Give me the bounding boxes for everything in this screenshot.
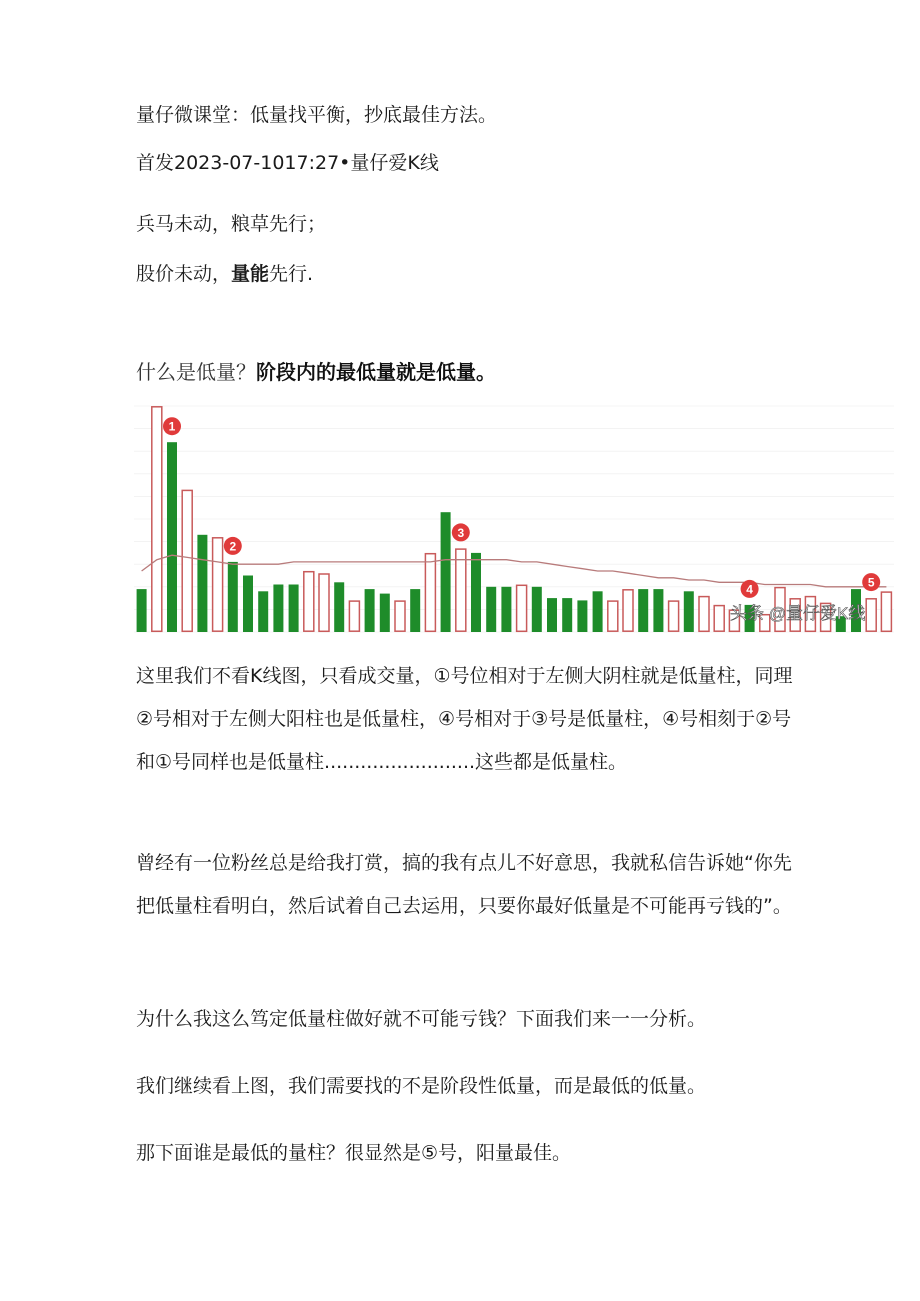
paragraph-5: 那下面谁是最低的量柱？很显然是⑤号，阳量最佳。 bbox=[136, 1142, 572, 1164]
volume-bar bbox=[410, 589, 420, 632]
marker-label: 1 bbox=[168, 419, 176, 434]
volume-bar bbox=[866, 599, 876, 631]
volume-bar bbox=[441, 512, 451, 632]
paragraph-3: 为什么我这么笃定低量柱做好就不可能亏钱？下面我们来一一分析。 bbox=[136, 1008, 707, 1030]
intro-line-2-bold: 量能 bbox=[231, 263, 270, 285]
volume-bar bbox=[532, 587, 542, 632]
moving-average-line bbox=[142, 555, 887, 587]
volume-bar bbox=[608, 601, 618, 631]
volume-bar bbox=[137, 589, 147, 632]
chart-markers bbox=[163, 417, 880, 598]
chart-caption bbox=[136, 358, 496, 386]
publish-meta: 首发2023-07-1017:27•量仔爱K线 bbox=[136, 152, 439, 174]
volume-bar bbox=[243, 576, 253, 633]
volume-bar bbox=[623, 590, 633, 631]
volume-bar bbox=[699, 597, 709, 632]
marker-label: 3 bbox=[457, 525, 465, 540]
volume-bar bbox=[349, 601, 359, 631]
volume-chart bbox=[134, 396, 894, 636]
volume-bar bbox=[319, 574, 329, 631]
paragraph-4: 我们继续看上图，我们需要找的不是阶段性低量，而是最低的低量。 bbox=[136, 1075, 707, 1097]
volume-bar bbox=[228, 562, 238, 632]
volume-bar bbox=[152, 407, 162, 632]
volume-bar bbox=[562, 598, 572, 632]
volume-bar bbox=[517, 585, 527, 631]
volume-bar bbox=[577, 600, 587, 632]
volume-bar bbox=[273, 585, 283, 633]
volume-bar bbox=[167, 442, 177, 632]
volume-bar bbox=[486, 587, 496, 632]
volume-bar bbox=[197, 535, 207, 632]
intro-line-2-post: 先行. bbox=[269, 263, 314, 285]
volume-bar bbox=[182, 490, 192, 631]
volume-bar bbox=[593, 591, 603, 632]
volume-bar bbox=[638, 589, 648, 632]
volume-bar bbox=[380, 594, 390, 632]
marker-label: 5 bbox=[867, 575, 875, 590]
marker-4 bbox=[741, 580, 759, 598]
volume-bar bbox=[425, 554, 435, 632]
volume-bar bbox=[547, 598, 557, 632]
intro-line-2 bbox=[136, 261, 313, 287]
volume-bar bbox=[684, 591, 694, 632]
marker-label: 2 bbox=[229, 539, 237, 554]
volume-bar bbox=[456, 549, 466, 631]
volume-bar bbox=[669, 601, 679, 631]
intro-line-1: 兵马未动，粮草先行； bbox=[136, 213, 327, 235]
volume-bar bbox=[213, 538, 223, 631]
marker-1 bbox=[163, 417, 181, 435]
volume-bar bbox=[714, 606, 724, 632]
caption-question: 什么是低量？ bbox=[136, 360, 256, 384]
volume-bar bbox=[258, 591, 268, 632]
chart-watermark: 头条 @量仔爱K线 bbox=[730, 604, 866, 623]
volume-bar bbox=[881, 592, 891, 631]
volume-bar bbox=[395, 601, 405, 631]
caption-answer: 阶段内的最低量就是低量。 bbox=[256, 360, 496, 384]
marker-5 bbox=[862, 573, 880, 591]
paragraph-2: 曾经有一位粉丝总是给我打赏，搞的我有点儿不好意思，我就私信告诉她“你先把低量柱看明白，然后试着自己去运用，只要你最好低量是不可能再亏钱的”。 bbox=[136, 852, 792, 917]
volume-bar bbox=[471, 553, 481, 632]
marker-2 bbox=[224, 537, 242, 555]
volume-bars bbox=[137, 407, 892, 632]
volume-bar bbox=[289, 585, 299, 633]
volume-bar bbox=[653, 589, 663, 632]
article-title: 量仔微课堂：低量找平衡，抄底最佳方法。 bbox=[136, 104, 498, 126]
volume-bar bbox=[304, 572, 314, 632]
volume-bar bbox=[365, 589, 375, 632]
marker-label: 4 bbox=[746, 582, 753, 597]
volume-bar bbox=[334, 582, 344, 632]
paragraph-1: 这里我们不看K线图，只看成交量，①号位相对于左侧大阴柱就是低量柱，同理②号相对于左侧大阳柱也是低量柱，④号相对于③号是低量柱，④号相刻于②号和①号同样也是低量柱.........................这些都是低量柱。 bbox=[136, 665, 793, 773]
intro-line-2-pre: 股价未动， bbox=[136, 263, 232, 285]
marker-3 bbox=[452, 523, 470, 541]
volume-bar bbox=[501, 587, 511, 632]
